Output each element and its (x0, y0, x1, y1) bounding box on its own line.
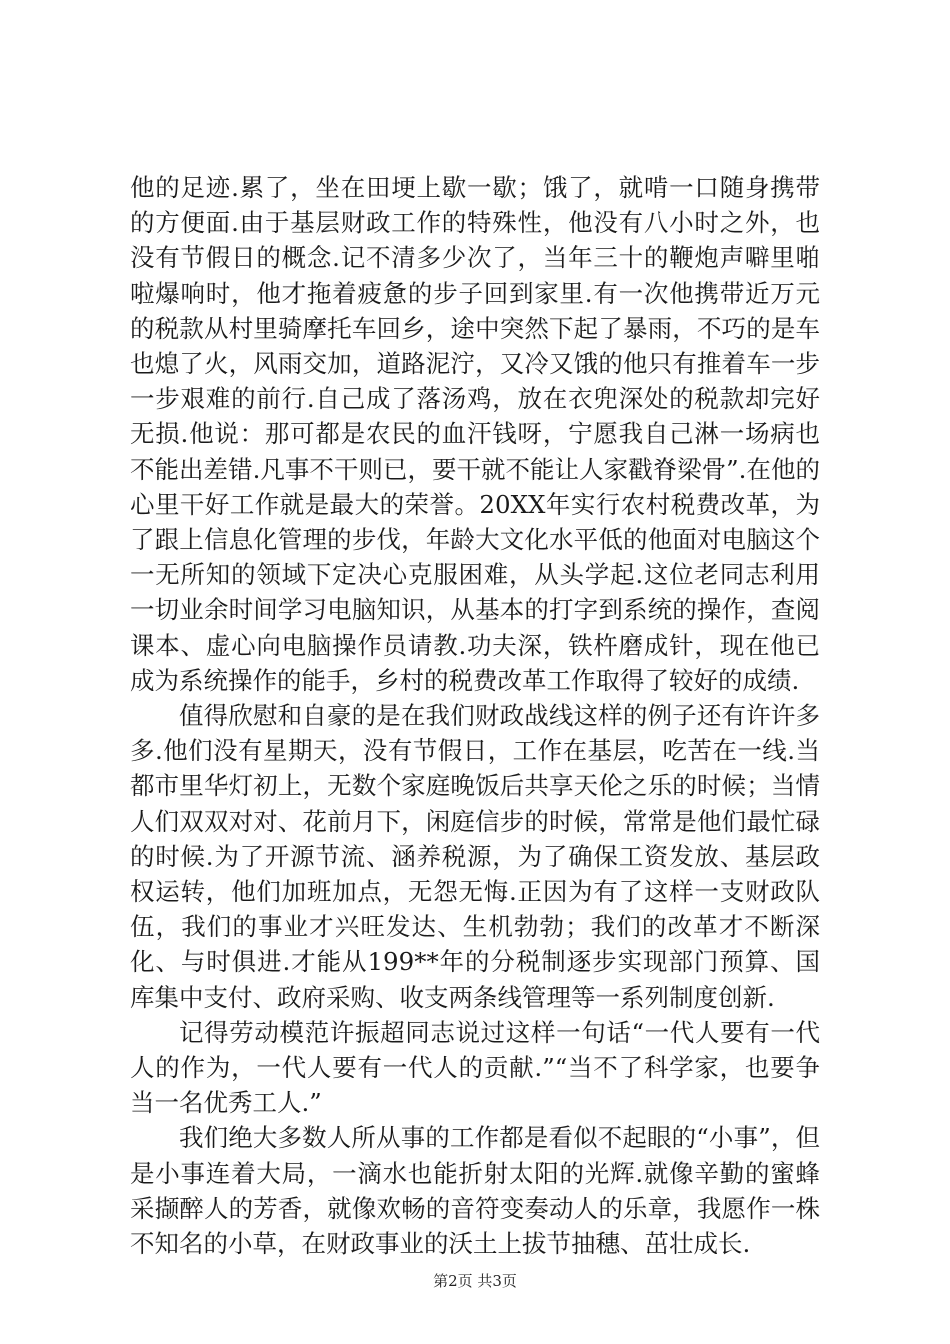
document-body (130, 170, 820, 1261)
paragraph-4: 我们绝大多数人所从事的工作都是看似不起眼的“小事”，但是小事连着大局，一滴水也能折射太阳的光辉.就像辛勤的蜜蜂采撷醉人的芳香，就像欢畅的音符变奏动人的乐章，我愿作一株不知名的小草，在财政事业的沃土上拔节抽穗、茁壮成长. (130, 1123, 820, 1259)
page-number-info: 第2页 共3页 (433, 1272, 517, 1290)
paragraph-2: 值得欣慰和自豪的是在我们财政战线这样的例子还有许许多多.他们没有星期天，没有节假日，工作在基层，吃苦在一线.当都市里华灯初上，无数个家庭晚饭后共享天伦之乐的时候；当情人们双双对对、花前月下，闲庭信步的时候，常常是他们最忙碌的时候.为了开源节流、涵养税源，为了确保工资发放、基层政权运转，他们加班加点，无怨无悔.正因为有了这样一支财政队伍，我们的事业才兴旺发达、生机勃勃；我们的改革才不断深化、与时俱进.才能从199**年的分税制逐步实现部门预算、国库集中支付、政府采购、收支两条线管理等一系列制度创新. (130, 701, 820, 1012)
paragraph-1: 他的足迹.累了，坐在田埂上歇一歇；饿了，就啃一口随身携带的方便面.由于基层财政工作的特殊性，他没有八小时之外，也没有节假日的概念.记不清多少次了，当年三十的鞭炮声噼里啪啦爆响时，他才拖着疲惫的步子回到家里.有一次他携带近万元的税款从村里骑摩托车回乡，途中突然下起了暴雨，不巧的是车也熄了火，风雨交加，道路泥泞，又冷又饿的他只有推着车一步一步艰难的前行.自己成了落汤鸡，放在衣兜深处的税款却完好无损.他说：那可都是农民的血汗钱呀，宁愿我自己淋一场病也不能出差错.凡事不干则已，要干就不能让人家戳脊梁骨”.在他的心里干好工作就是最大的荣誉。20XX年实行农村税费改革，为了跟上信息化管理的步伐，年龄大文化水平低的他面对电脑这个一无所知的领域下定决心克服困难，从头学起.这位老同志利用一切业余时间学习电脑知识，从基本的打字到系统的操作，查阅课本、虚心向电脑操作员请教.功夫深，铁杵磨成针，现在他已成为系统操作的能手，乡村的税费改革工作取得了较好的成绩. (130, 173, 820, 695)
page-footer (0, 1271, 950, 1291)
paragraph-3: 记得劳动模范许振超同志说过这样一句话“一代人要有一代人的作为，一代人要有一代人的贡献.”“当不了科学家，也要争当一名优秀工人.” (130, 1017, 820, 1118)
